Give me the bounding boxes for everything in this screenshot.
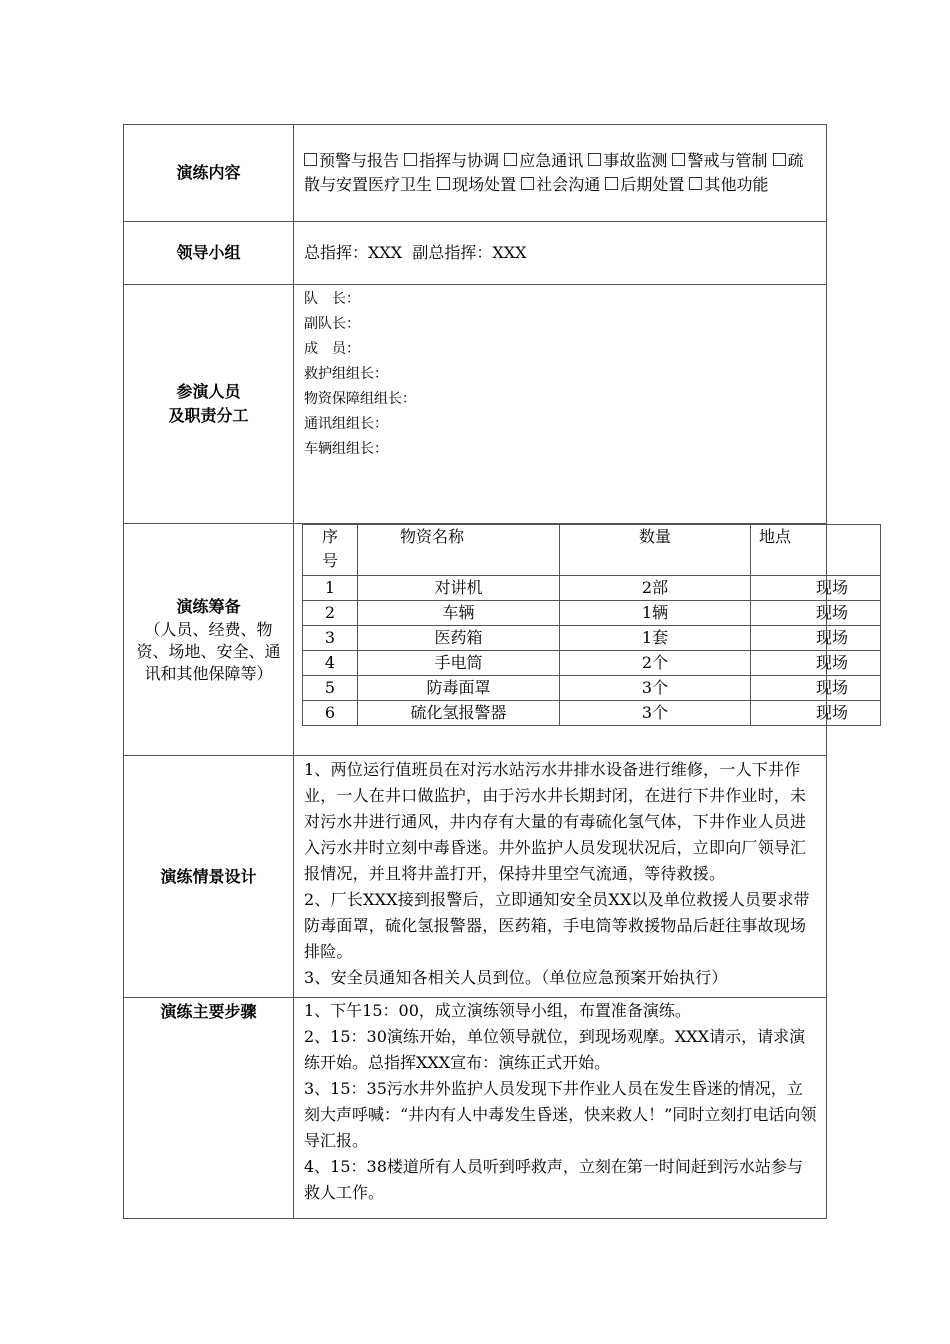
step-paragraph: 1、下午15：00，成立演练领导小组，布置准备演练。 [304, 1001, 691, 1020]
table-row: 5 防毒面罩 3个 现场 [303, 676, 881, 701]
step-paragraph: 2、15：30演练开始，单位领导就位，到现场观摩。XXX请示，请求演练开始。总指挥XXX宣布：演练正式开始。 [304, 1027, 806, 1072]
table-row: 1 对讲机 2部 现场 [303, 576, 881, 601]
preparation-cell [294, 524, 848, 756]
label-drill-content: 演练内容 [124, 125, 294, 222]
checkbox-icon[interactable] [773, 153, 786, 166]
label-preparation: 演练筹备 （人员、经费、物资、场地、安全、通讯和其他保障等） [124, 524, 294, 756]
checkbox-icon[interactable] [504, 153, 517, 166]
checkbox-icon[interactable] [588, 153, 601, 166]
leadership-text: 总指挥：XXX 副总指挥：XXX [294, 222, 827, 285]
scenario-paragraph: 3、安全员通知各相关人员到位。（单位应急预案开始执行） [304, 968, 728, 987]
checkbox-icon[interactable] [605, 177, 618, 190]
option-item[interactable]: 疏散与安置医疗卫生 [304, 151, 804, 194]
option-item[interactable]: 预警与报告 [304, 151, 399, 170]
checkbox-icon[interactable] [437, 177, 450, 190]
option-item[interactable]: 现场处置 [437, 175, 516, 194]
option-item[interactable]: 应急通讯 [504, 151, 583, 170]
checkbox-icon[interactable] [304, 153, 317, 166]
scenario-paragraph: 1、两位运行值班员在对污水站污水井排水设备进行维修，一人下井作业，一人在井口做监护，由于污水井长期封闭，在进行下井作业时，未对污水井进行通风，井内存有大量的有毒硫化氢气体，下井作业人员进入污水井时立刻中毒昏迷。井外监护人员发现状况后，立即向厂领导汇报情况，并且将井盖打开，保持井里空气流通，等待救援。 [304, 760, 807, 883]
label-scenario: 演练情景设计 [124, 756, 294, 998]
option-item[interactable]: 其他功能 [689, 175, 768, 194]
checkbox-icon[interactable] [404, 153, 417, 166]
checkbox-icon[interactable] [672, 153, 685, 166]
scenario-text [294, 756, 827, 998]
option-item[interactable]: 后期处置 [605, 175, 684, 194]
option-item[interactable]: 事故监测 [588, 151, 667, 170]
header-index: 序号 [303, 525, 358, 576]
checkbox-icon[interactable] [689, 177, 702, 190]
step-paragraph: 3、15：35污水井外监护人员发现下井作业人员在发生昏迷的情况，立刻大声呼喊：“井内有人中毒发生昏迷，快来救人！”同时立刻打电话向领导汇报。 [304, 1079, 817, 1150]
option-item[interactable]: 警戒与管制 [672, 151, 767, 170]
personnel-roles [294, 285, 827, 524]
materials-header-row [303, 525, 881, 576]
row-personnel [124, 285, 827, 524]
role-line: 物资保障组组长： [304, 391, 416, 407]
table-row: 3 医药箱 1套 现场 [303, 626, 881, 651]
role-line: 副队长： [304, 316, 360, 332]
drill-content-options [294, 125, 827, 222]
checkbox-icon[interactable] [521, 177, 534, 190]
drill-plan-table [123, 124, 848, 1219]
role-line: 通讯组组长： [304, 416, 388, 432]
step-paragraph: 4、15：38楼道所有人员听到呼救声，立刻在第一时间赶到污水站参与救人工作。 [304, 1157, 803, 1202]
option-item[interactable]: 社会沟通 [521, 175, 600, 194]
row-steps [124, 998, 827, 1219]
header-location: 地点 [751, 525, 881, 576]
row-scenario [124, 756, 827, 998]
role-line: 成 员： [304, 341, 360, 357]
header-name: 物资名称 [358, 525, 560, 576]
role-line: 车辆组组长： [304, 441, 388, 457]
header-quantity: 数量 [560, 525, 751, 576]
preparation-sublabel: （人员、经费、物资、场地、安全、通讯和其他保障等） [136, 619, 281, 683]
row-preparation [124, 524, 827, 756]
materials-table [302, 524, 881, 726]
role-line: 队 长： [304, 291, 360, 307]
label-leadership: 领导小组 [124, 222, 294, 285]
row-leadership [124, 222, 827, 285]
table-row: 2 车辆 1辆 现场 [303, 601, 881, 626]
option-item[interactable]: 指挥与协调 [404, 151, 499, 170]
scenario-paragraph: 2、厂长XXX接到报警后，立即通知安全员XX以及单位救援人员要求带防毒面罩，硫化氢报警器，医药箱，手电筒等救援物品后赶往事故现场排险。 [304, 890, 810, 961]
row-drill-content [124, 125, 827, 222]
role-line: 救护组组长： [304, 366, 388, 382]
steps-text [294, 998, 827, 1219]
label-steps: 演练主要步骤 [124, 998, 294, 1219]
label-personnel: 参演人员 及职责分工 [124, 285, 294, 524]
table-row: 4 手电筒 2个 现场 [303, 651, 881, 676]
table-row: 6 硫化氢报警器 3个 现场 [303, 701, 881, 726]
